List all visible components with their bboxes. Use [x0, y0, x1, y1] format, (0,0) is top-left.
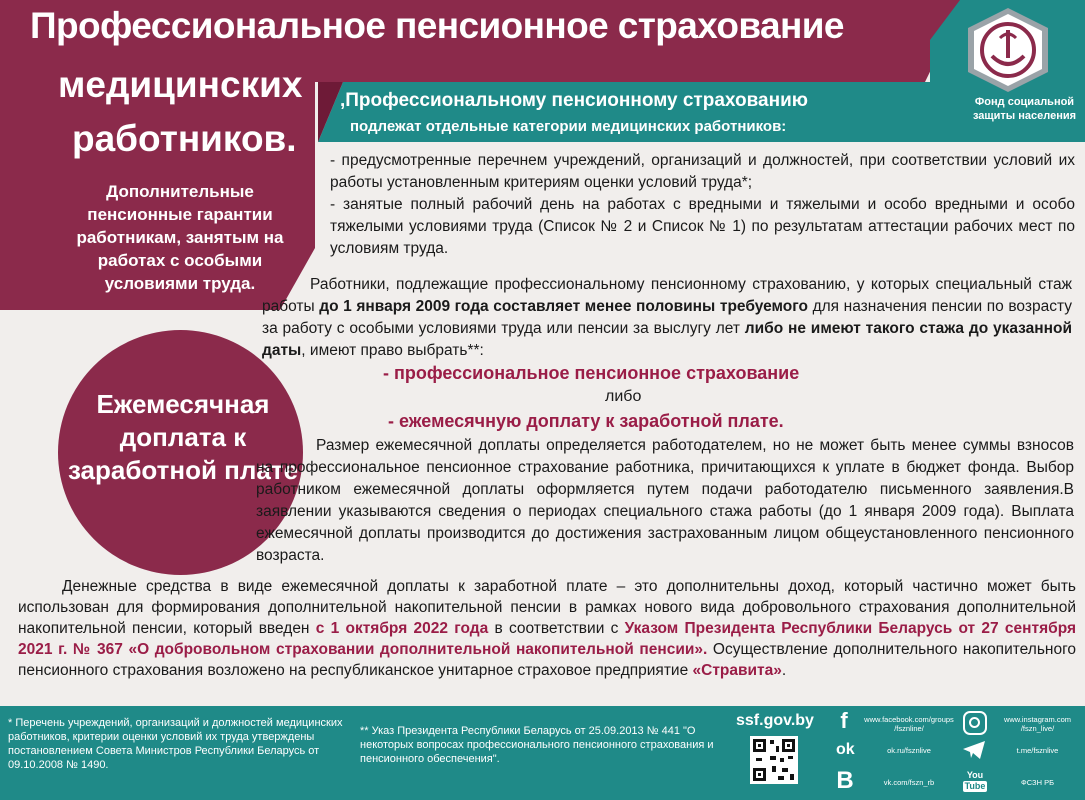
eligibility-text: , имеют право выбрать**:	[301, 342, 484, 359]
facebook-icon[interactable]: f	[840, 708, 848, 733]
surcharge-size-paragraph: Размер ежемесячной доплаты определяется работодателем, но не может быть менее суммы взносов на профессиональное пенсионное страхование работника, причитающихся к уплате в бюджет фонда. Выбор работником ежемесячной доплаты оформляется путем подачи работодателю письменного заявления.В заявлении указываются сведения о периодах специального стажа работы (до 1 января 2009 года). Выплата ежемесячной доплаты производится до достижения застрахованным лицом общеустановленного пенсионного возраста.	[256, 437, 1074, 564]
option-insurance: - профессиональное пенсионное страхование	[383, 363, 800, 383]
funds-text: Осуществление дополнительного накопительного пенсионного страхования возложено на республиканское унитарное страховое предприятие	[18, 641, 1077, 679]
site-link[interactable]: ssf.gov.by	[736, 712, 814, 729]
funds-text: в соответствии с	[488, 620, 625, 637]
funds-text: Денежные средства в виде ежемесячной доплаты к заработной плате – это дополнительны доход, который частично может быть использован для формирования дополнительной накопительной пенсии в рамках нового вида добровольного страхования дополнительной накопительной пенсии, который введен	[18, 578, 1076, 637]
telegram-icon[interactable]	[962, 740, 986, 760]
instagram-link[interactable]: www.instagram.com /fszn_live/	[1003, 715, 1072, 733]
ok-icon[interactable]: ok	[836, 741, 855, 758]
left-panel-text: Дополнительные пенсионные гарантии работникам, занятым на работах с особыми условиями труда.	[76, 182, 284, 293]
vk-icon[interactable]: В	[836, 767, 854, 794]
eligibility-emphasis: до 1 января 2009 года составляет менее половины требуемого	[319, 298, 808, 315]
youtube-icon[interactable]: You Tube	[964, 770, 986, 791]
funds-date: с 1 октября 2022 года	[315, 620, 489, 637]
category-list	[320, 150, 1075, 260]
facebook-link[interactable]: www.facebook.com/groups /fsznline/	[864, 715, 954, 733]
page-title: Профессиональное пенсионное страхование	[30, 5, 844, 46]
footnote-2: ** Указ Президента Республики Беларусь от 25.09.2013 № 441 "О некоторых вопросах профессионального пенсионного страхования и пенсионного обеспечения".	[360, 725, 714, 765]
logo-label: Фонд социальной защиты населения	[972, 96, 1077, 122]
instagram-icon[interactable]	[963, 711, 987, 735]
section-heading: ,Профессиональному пенсионному страхованию	[340, 90, 808, 111]
list-item: - предусмотренные перечнем учреждений, организаций и должностей, при соответствии условий их работы установленным критериям оценки условий труда*;	[330, 152, 1075, 191]
page-title-line2: медицинских	[58, 64, 303, 105]
list-item: - занятые полный рабочий день на работах с вредными и тяжелыми и особо вредными и особо тяжелыми условиями труда (Список № 2 и Список № 1) по результатам аттестации рабочих мест по условиям труда.	[330, 196, 1075, 257]
circle-callout-text: Ежемесячная доплата к заработной плате	[67, 389, 299, 485]
eligibility-text: для назначения пенсии по возрасту за работу с особыми условиями труда или пенсии за выслугу лет	[262, 298, 1072, 337]
page-title-line3: работников.	[72, 118, 297, 159]
funds-text: .	[781, 662, 787, 679]
eligibility-emphasis: либо не имеют такого стажа до указанной даты	[262, 320, 1072, 359]
funds-company: «Стравита»	[692, 662, 782, 679]
telegram-link[interactable]: t.me/fsznlive	[1016, 746, 1059, 755]
youtube-link[interactable]: ФСЗН РБ	[1021, 778, 1054, 787]
ok-link[interactable]: ok.ru/fsznlive	[887, 746, 931, 755]
eligibility-text: Работники, подлежащие профессиональному пенсионному страхованию, у которых специальный стаж работы	[262, 276, 1072, 315]
qr-code-icon	[750, 736, 798, 784]
funds-paragraph	[18, 576, 1076, 681]
option-separator: либо	[605, 388, 642, 405]
eligibility-paragraph	[262, 274, 1072, 362]
section-subheading: подлежат отдельные категории медицинских работников:	[350, 118, 787, 135]
option-surcharge: - ежемесячную доплату к заработной плате.	[388, 411, 784, 431]
footnote-1: * Перечень учреждений, организаций и должностей медицинских работников, критерии оценки условий их труда утверждены постановлением Совета Министров Республики Беларусь от 09.10.2008 № 1490.	[8, 717, 343, 771]
telegram-glyph	[962, 740, 986, 760]
funds-decree: Указом Президента Республики Беларусь от 27 сентября 2021 г. № 367 «О добровольном страховании дополнительной накопительной пенсии».	[18, 620, 1077, 658]
vk-link[interactable]: vk.com/fszn_rb	[883, 778, 935, 787]
